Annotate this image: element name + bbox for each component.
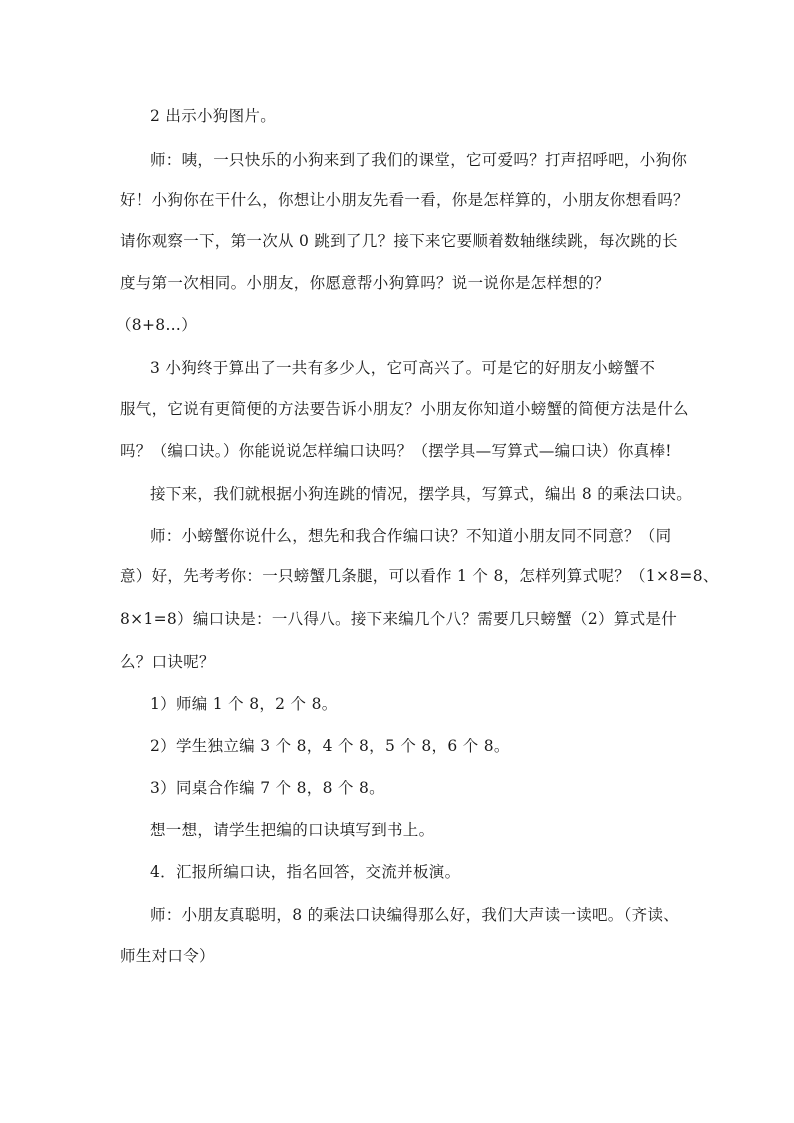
step-3-paragraph: 3 小狗终于算出了一共有多少人，它可高兴了。可是它的好朋友小螃蟹不 bbox=[150, 359, 656, 377]
paragraph-line: 度与第一次相同。小朋友，你愿意帮小狗算吗？说一说你是怎样想的？ bbox=[120, 274, 610, 292]
list-item: 3）同桌合作编 7 个 8，8 个 8。 bbox=[150, 779, 385, 797]
paragraph-line: 师：小螃蟹你说什么，想先和我合作编口诀？不知道小朋友同不同意？（同 bbox=[150, 527, 672, 545]
paragraph-line: 师：咦，一只快乐的小狗来到了我们的课堂，它可爱吗？打声招呼吧，小狗你 bbox=[150, 151, 688, 169]
paragraph-line: 师：小朋友真聪明，8 的乘法口诀编得那么好，我们大声读一读吧。（齐读、 bbox=[150, 906, 680, 924]
paragraph-line: 吗？（编口诀。）你能说说怎样编口诀吗？（摆学具—写算式—编口诀）你真棒! bbox=[120, 442, 672, 460]
step-2-heading: 2 出示小狗图片。 bbox=[150, 107, 276, 125]
paragraph-line: 请你观察一下，第一次从 0 跳到了几？接下来它要顺着数轴继续跳，每次跳的长 bbox=[120, 232, 678, 250]
paragraph-line: 接下来，我们就根据小狗连跳的情况，摆学具，写算式，编出 8 的乘法口诀。 bbox=[150, 485, 693, 503]
paragraph-line: 想一想，请学生把编的口诀填写到书上。 bbox=[150, 821, 435, 839]
list-item: 1）师编 1 个 8，2 个 8。 bbox=[150, 695, 338, 713]
list-item: 2）学生独立编 3 个 8，4 个 8，5 个 8，6 个 8。 bbox=[150, 737, 510, 755]
step-4-paragraph: 4．汇报所编口诀，指名回答，交流并板演。 bbox=[150, 863, 461, 881]
paragraph-line: 服气，它说有更简便的方法要告诉小朋友？小朋友你知道小螃蟹的简便方法是什么 bbox=[120, 400, 689, 418]
paragraph-line: 么？口诀呢？ bbox=[120, 653, 215, 671]
paragraph-line: 8×1=8）编口诀是：一八得八。接下来编几个八？需要几只螃蟹（2）算式是什 bbox=[120, 610, 678, 628]
paragraph-line: （8+8…） bbox=[116, 316, 198, 334]
paragraph-line: 好！小狗你在干什么，你想让小朋友先看一看，你是怎样算的，小朋友你想看吗？ bbox=[120, 191, 689, 209]
paragraph-line: 师生对口令） bbox=[120, 947, 215, 965]
paragraph-line: 意）好，先考考你：一只螃蟹几条腿，可以看作 1 个 8，怎样列算式呢？（1×8=8、 bbox=[120, 567, 719, 585]
